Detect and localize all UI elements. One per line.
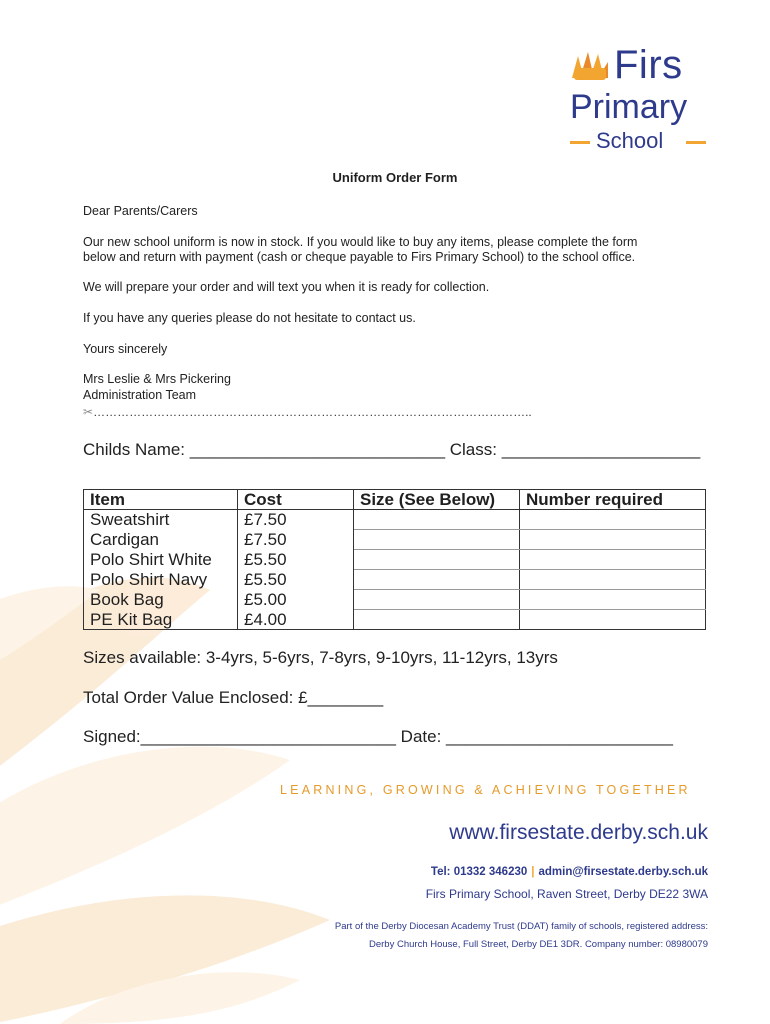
- flower-mark-icon: [570, 48, 610, 82]
- number-input-cell[interactable]: [520, 570, 706, 590]
- item-cell: Sweatshirt: [84, 510, 238, 530]
- item-cell: Polo Shirt Navy: [84, 570, 238, 590]
- cost-cell: £5.50: [238, 570, 354, 590]
- trust-info-line-1: Part of the Derby Diocesan Academy Trust (DDAT) family of schools, registered address:: [334, 921, 708, 932]
- class-field[interactable]: Class: _____________________: [445, 440, 701, 459]
- team-name: Administration Team: [83, 388, 197, 402]
- number-input-cell[interactable]: [520, 550, 706, 570]
- cost-cell: £7.50: [238, 510, 354, 530]
- size-input-cell[interactable]: [354, 570, 520, 590]
- item-cell: Polo Shirt White: [84, 550, 238, 570]
- greeting: Dear Parents/Carers: [83, 204, 198, 218]
- table-row: [84, 570, 706, 590]
- school-address: Firs Primary School, Raven Street, Derby DE22 3WA: [425, 887, 708, 901]
- header-item: Item: [84, 490, 238, 510]
- size-input-cell[interactable]: [354, 610, 520, 630]
- footer-tagline: LEARNING, GROWING & ACHIEVING TOGETHER: [280, 783, 691, 797]
- number-input-cell[interactable]: [520, 530, 706, 550]
- logo-school-row: [570, 128, 708, 156]
- school-logo: [566, 44, 716, 156]
- item-cell: PE Kit Bag: [84, 610, 238, 630]
- logo-name-primary: Primary: [570, 88, 688, 126]
- cost-cell: £5.50: [238, 550, 354, 570]
- cut-dots: ………………………………………………………………………………………………..: [93, 405, 532, 419]
- page-title: Uniform Order Form: [332, 170, 458, 185]
- table-row: [84, 510, 706, 530]
- paragraph-2: We will prepare your order and will text you when it is ready for collection.: [83, 280, 490, 294]
- table-row: [84, 530, 706, 550]
- closing: Yours sincerely: [83, 342, 168, 356]
- telephone: Tel: 01332 346230: [430, 866, 528, 878]
- cut-line: [83, 405, 532, 419]
- sizes-available: Sizes available: 3-4yrs, 5-6yrs, 7-8yrs, 9-10yrs, 11-12yrs, 13yrs: [83, 648, 558, 667]
- cost-cell: £4.00: [238, 610, 354, 630]
- signed-field[interactable]: Signed:___________________________: [83, 727, 396, 746]
- table-row: [84, 550, 706, 570]
- header-cost: Cost: [238, 490, 354, 510]
- number-input-cell[interactable]: [520, 610, 706, 630]
- signed-date-row: [83, 727, 673, 747]
- cost-cell: £7.50: [238, 530, 354, 550]
- contact-separator: |: [531, 866, 535, 878]
- logo-dash-left: [570, 141, 590, 144]
- paragraph-1-line-1: Our new school uniform is now in stock. If you would like to buy any items, please complete the form: [83, 235, 638, 249]
- website-link[interactable]: www.firsestate.derby.sch.uk: [449, 821, 708, 844]
- header-size: Size (See Below): [354, 490, 520, 510]
- cost-cell: £5.00: [238, 590, 354, 610]
- item-cell: Cardigan: [84, 530, 238, 550]
- size-input-cell[interactable]: [354, 510, 520, 530]
- paragraph-1-line-2: below and return with payment (cash or cheque payable to Firs Primary School) to the school office.: [83, 250, 636, 264]
- table-row: [84, 590, 706, 610]
- trust-info-line-2: Derby Church House, Full Street, Derby DE1 3DR. Company number: 08980079: [369, 939, 708, 950]
- table-row: [84, 610, 706, 630]
- child-class-row: [83, 440, 700, 460]
- childs-name-field[interactable]: Childs Name: ___________________________: [83, 440, 446, 459]
- item-cell: Book Bag: [84, 590, 238, 610]
- number-input-cell[interactable]: [520, 590, 706, 610]
- order-table: [83, 489, 706, 630]
- size-input-cell[interactable]: [354, 530, 520, 550]
- paragraph-3: If you have any queries please do not hesitate to contact us.: [83, 311, 416, 325]
- contact-line: [431, 866, 708, 878]
- total-order-field[interactable]: Total Order Value Enclosed: £________: [83, 688, 384, 707]
- signatory: Mrs Leslie & Mrs Pickering: [83, 372, 231, 386]
- size-input-cell[interactable]: [354, 590, 520, 610]
- logo-dash-right: [686, 141, 706, 144]
- header-number: Number required: [520, 490, 706, 510]
- logo-name-firs: Firs: [614, 43, 683, 87]
- size-input-cell[interactable]: [354, 550, 520, 570]
- scissors-icon: ✂: [83, 405, 94, 419]
- number-input-cell[interactable]: [520, 510, 706, 530]
- logo-name-school: School: [596, 128, 664, 153]
- date-field[interactable]: Date: ________________________: [395, 727, 673, 746]
- email-link[interactable]: admin@firsestate.derby.sch.uk: [538, 866, 708, 878]
